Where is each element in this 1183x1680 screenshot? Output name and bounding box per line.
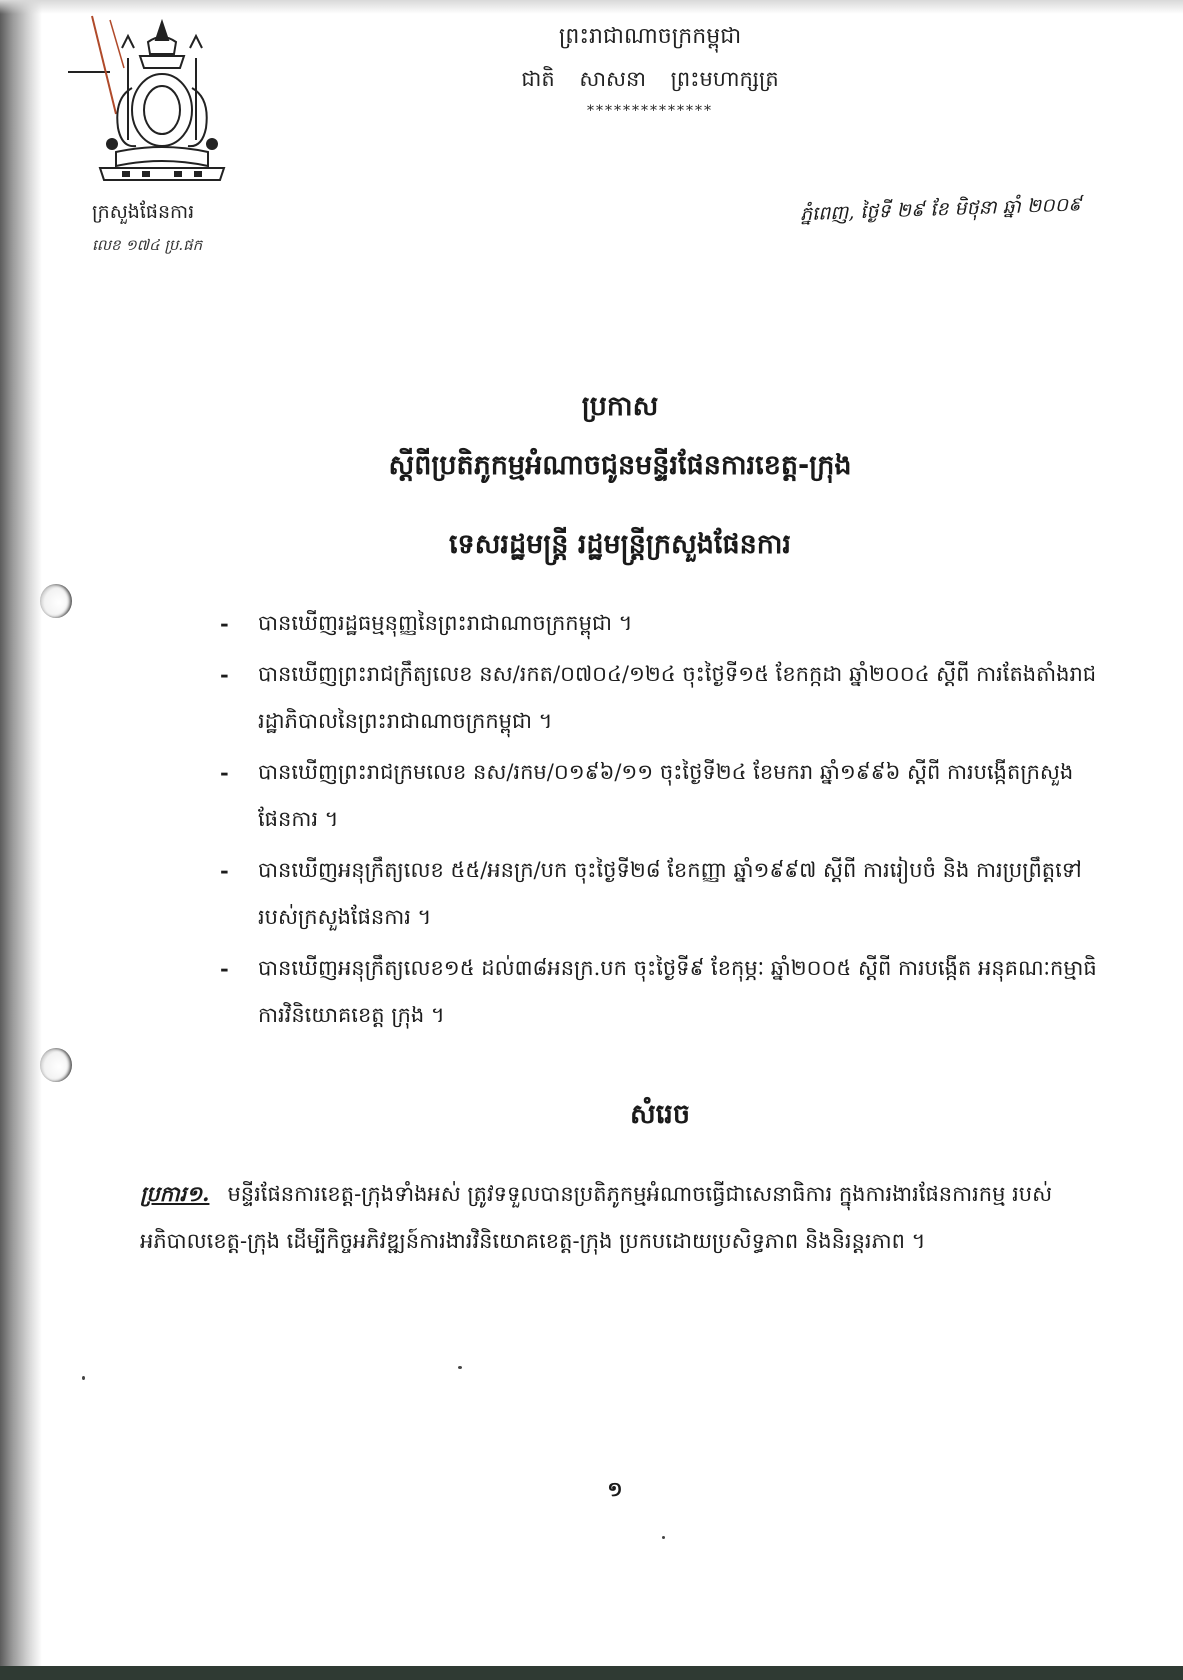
document-subject: ស្ដីពីប្រតិភូកម្មអំណាចជូនមន្ទីរផែនការខេត្ត-ក្រុង	[388, 450, 852, 481]
reference-number: លេខ ១៧៤ ប្រ.ផក	[92, 236, 203, 254]
page-number: ១	[607, 1477, 623, 1501]
issue-date: ភ្នំពេញ, ថ្ងៃទី ២៩ ខែ មិថុនា ឆ្នាំ ២០០៩	[799, 193, 1082, 226]
punch-hole-top	[40, 584, 72, 618]
consideration-item: - បានឃើញព្រះរាជក្រឹត្យលេខ នស/រកត/០៧០៤/១២៤ ចុះថ្ងៃទី១៥ ខែកក្កដា ឆ្នាំ២០០៤ ស្ដីពី ការតែងតាំងរាជរដ្ឋាភិបាលនៃព្រះរាជាណាចក្រកម្ពុជា ។	[220, 662, 1097, 733]
scan-speck	[458, 1366, 462, 1369]
kingdom-header	[440, 22, 860, 119]
royal-coat-of-arms-icon	[92, 18, 232, 194]
punch-hole-bottom	[40, 1048, 72, 1082]
scan-top-shadow	[0, 0, 1183, 14]
article-1-label: ប្រការ១.	[140, 1181, 210, 1206]
scan-edge-shadow	[0, 0, 42, 1680]
scan-speck	[662, 1536, 665, 1539]
document-titles	[240, 390, 1000, 567]
national-motto: ជាតិ សាសនា ព្រះមហាក្សត្រ	[521, 67, 779, 91]
kingdom-name: ព្រះរាជាណាចក្រកម្ពុជា	[558, 24, 742, 49]
consideration-item: - បានឃើញរដ្ឋធម្មនុញ្ញនៃព្រះរាជាណាចក្រកម្ពុជា ។	[220, 611, 633, 636]
decision-heading: សំរេច	[630, 1099, 690, 1130]
considerations-list	[220, 600, 1100, 1043]
ministry-name: ក្រសួងផែនការ	[92, 201, 195, 223]
consideration-item: - បានឃើញព្រះរាជក្រមលេខ នស/រកម/០១៩៦/១១ ចុះថ្ងៃទី២៤ ខែមករា ឆ្នាំ១៩៩៦ ស្ដីពី ការបង្កើតក្រសួងផែនការ ។	[220, 760, 1074, 831]
consideration-item: - បានឃើញអនុក្រឹត្យលេខ១៥ ដល់៣៨អនក្រ.បក ចុះថ្ងៃទី៩ ខែកុម្ភៈ ឆ្នាំ២០០៥ ស្ដីពី ការបង្កើត អនុគណៈកម្មាធិការវិនិយោគខេត្ត ក្រុង ។	[220, 956, 1097, 1027]
document-issuer: ទេសរដ្ឋមន្ត្រី រដ្ឋមន្ត្រីក្រសួងផែនការ	[448, 529, 792, 560]
consideration-item: - បានឃើញអនុក្រឹត្យលេខ ៥៥/អនក្រ/បក ចុះថ្ងៃទី២៨ ខែកញ្ញា ឆ្នាំ១៩៩៧ ស្ដីពី ការរៀបចំ និង ការប្រព្រឹត្តទៅរបស់ក្រសួងផែនការ ។	[220, 858, 1082, 929]
ministry-block	[92, 200, 272, 258]
star-separator: **************	[587, 103, 713, 119]
article-1-text: មន្ទីរផែនការខេត្ត-ក្រុងទាំងអស់ ត្រូវទទួលបានប្រតិភូកម្មអំណាចធ្វើជាសេនាធិការ ក្នុងការងារផែនការកម្ម របស់អភិបាលខេត្ត-ក្រុង ដើម្បីកិច្ចអភិវឌ្ឍន៍ការងារវិនិយោគខេត្ត-ក្រុង ប្រកបដោយប្រសិទ្ធភាព និងនិរន្តរភាព ។	[140, 1182, 1053, 1253]
scan-bottom-band	[0, 1666, 1183, 1680]
document-type: ប្រកាស	[581, 391, 659, 422]
article-1	[140, 1170, 1100, 1265]
scan-speck	[82, 1376, 85, 1380]
